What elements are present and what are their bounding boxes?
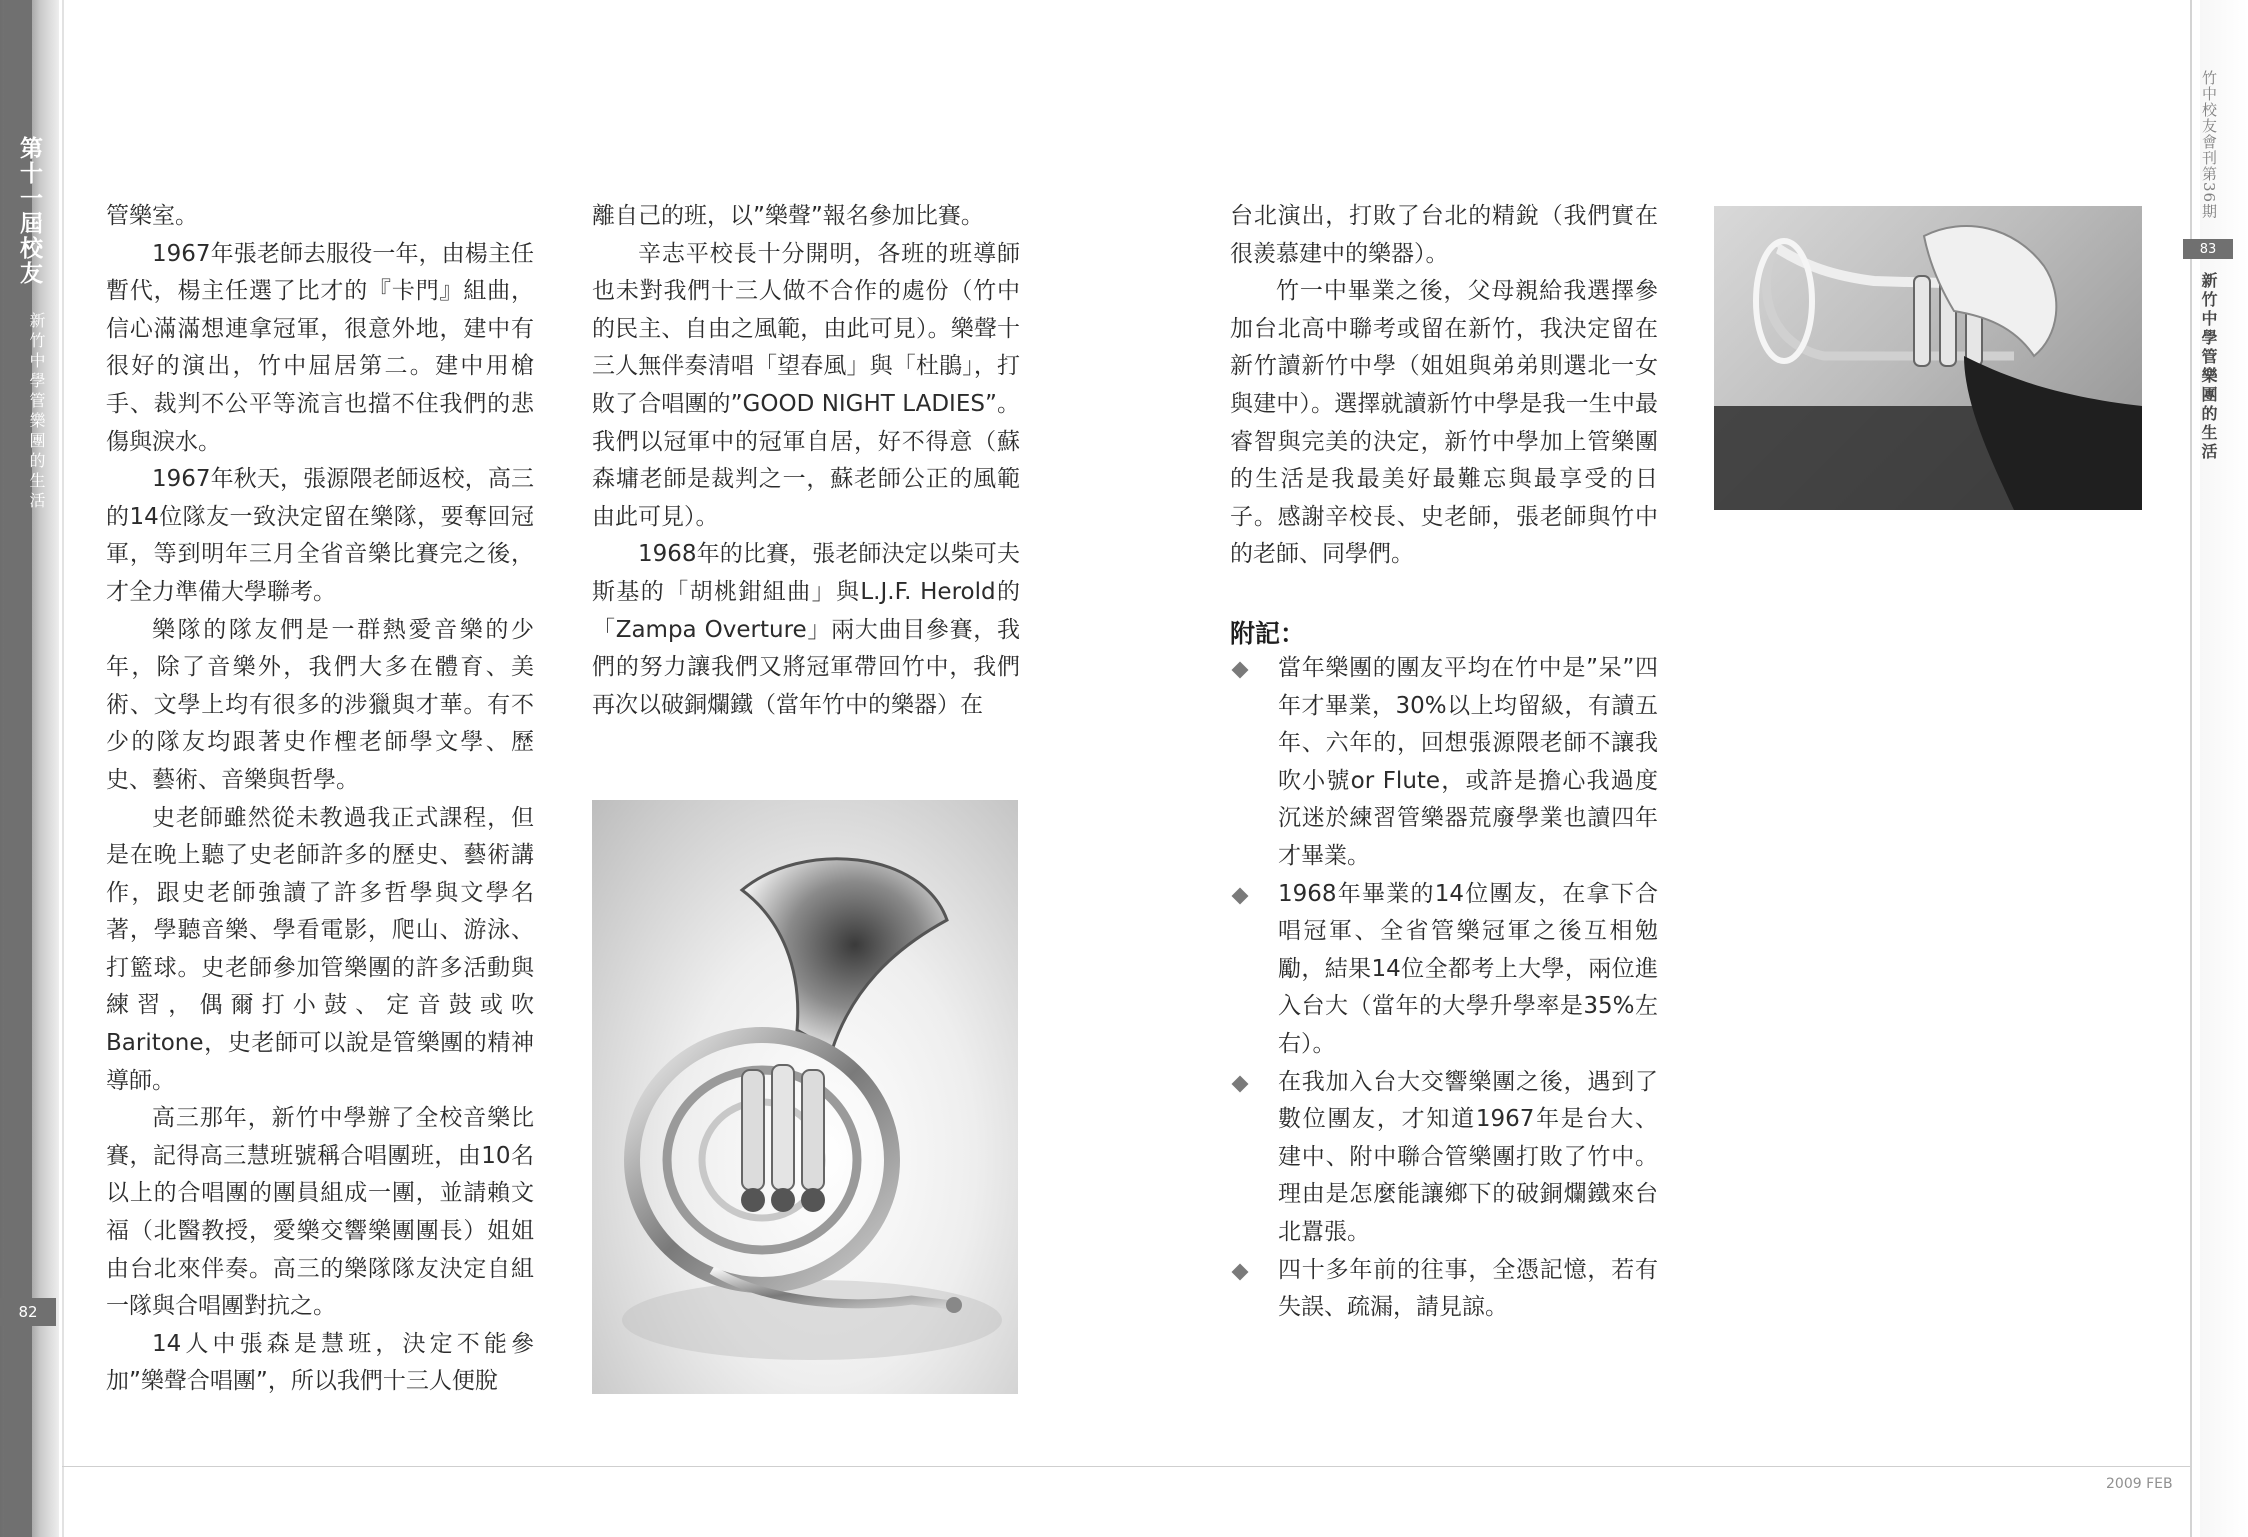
text-column-3	[1230, 198, 1658, 574]
right-vertical-title: 竹中校友會刊第36期	[2200, 70, 2218, 220]
list-item-text: 1968年畢業的14位團友，在拿下合唱冠軍、全省管樂冠軍之後互相勉勵，結果14位全都考上大學，兩位進入台大（當年的大學升學率是35%左右）。	[1278, 880, 1658, 1057]
right-page-number: 83	[2183, 239, 2233, 259]
list-item	[1230, 1252, 1658, 1327]
diamond-bullet-icon	[1232, 1263, 1249, 1280]
french-horn-illustration	[592, 800, 1018, 1394]
diamond-bullet-icon	[1232, 1075, 1249, 1092]
trumpet-hand-photo	[1714, 206, 2142, 510]
left-vertical-title: 第十一屆校友	[16, 136, 43, 286]
text-column-1	[106, 198, 534, 1401]
appendix-list	[1230, 650, 1658, 1327]
footer-date: 2009 FEB	[2106, 1476, 2173, 1492]
paragraph: 樂隊的隊友們是一群熱愛音樂的少年，除了音樂外，我們大多在體育、美術、文學上均有很多的涉獵與才華。有不少的隊友均跟著史作檉老師學文學、歷史、藝術、音樂與哲學。	[106, 616, 534, 793]
right-sidebar-band	[2200, 0, 2248, 1537]
paragraph: 14人中張森是慧班，決定不能參加”樂聲合唱團”，所以我們十三人便脫	[106, 1330, 534, 1395]
paragraph: 離自己的班，以”樂聲”報名參加比賽。	[592, 203, 984, 229]
french-horn-photo	[592, 800, 1018, 1394]
paragraph: 高三那年，新竹中學辦了全校音樂比賽，記得高三慧班號稱合唱團班，由10名以上的合唱團的團員組成一團，並請賴文福（北醫教授，愛樂交響樂團團長）姐姐由台北來伴奏。高三的樂隊隊友決定自組一隊與合唱團對抗之。	[106, 1105, 534, 1320]
list-item	[1230, 650, 1658, 876]
list-item	[1230, 1064, 1658, 1252]
paragraph: 辛志平校長十分開明，各班的班導師也未對我們十三人做不合作的處份（竹中的民主、自由之風範，由此可見）。樂聲十三人無伴奏清唱「望春風」與「杜鵑」，打敗了合唱團的”GOOD NIGHT LADIES”。我們以冠軍中的冠軍自居，好不得意（蘇森墉老師是裁判之一，蘇老師公正的風範由此可見）。	[592, 240, 1020, 530]
left-vertical-subtitle: 新竹中學管樂團的生活	[27, 312, 46, 512]
diamond-bullet-icon	[1232, 887, 1249, 904]
left-page-number: 82	[0, 1298, 56, 1326]
appendix-title: 附記：	[1230, 619, 1306, 648]
paragraph: 1967年秋天，張源隈老師返校，高三的14位隊友一致決定留在樂隊，要奪回冠軍，等到明年三月全省音樂比賽完之後，才全力準備大學聯考。	[106, 466, 534, 605]
paragraph: 1968年的比賽，張老師決定以柴可夫斯基的「胡桃鉗組曲」與L.J.F. Herold的「Zampa Overture」兩大曲目參賽，我們的努力讓我們又將冠軍帶回竹中，我們再次以破銅爛鐵（當年竹中的樂器）在	[592, 541, 1020, 718]
text-column-2	[592, 198, 1020, 724]
list-item-text: 四十多年前的往事，全憑記憶，若有失誤、疏漏，請見諒。	[1278, 1256, 1658, 1321]
paragraph: 1967年張老師去服役一年，由楊主任暫代，楊主任選了比才的『卡門』組曲，信心滿滿想連拿冠軍，很意外地，建中有很好的演出，竹中屈居第二。建中用槍手、裁判不公平等流言也擋不住我們的悲傷與淚水。	[106, 240, 534, 455]
paragraph: 史老師雖然從未教過我正式課程，但是在晚上聽了史老師許多的歷史、藝術講作，跟史老師強讀了許多哲學與文學名著，學聽音樂、學看電影，爬山、游泳、打籃球。史老師參加管樂團的許多活動與練習，偶爾打小鼓、定音鼓或吹Baritone，史老師可以說是管樂團的精神導師。	[106, 804, 534, 1094]
left-divider	[62, 0, 64, 1537]
list-item-text: 當年樂團的團友平均在竹中是”呆”四年才畢業，30%以上均留級，有讀五年、六年的，回想張源隈老師不讓我吹小號or Flute，或許是擔心我過度沉迷於練習管樂器荒廢學業也讀四年才畢業。	[1278, 655, 1658, 869]
right-vertical-subtitle: 新竹中學管樂團的生活	[2199, 272, 2218, 462]
list-item-text: 在我加入台大交響樂團之後，遇到了數位團友，才知道1967年是台大、建中、附中聯合管樂團打敗了竹中。理由是怎麼能讓鄉下的破銅爛鐵來台北囂張。	[1278, 1068, 1658, 1245]
paragraph: 管樂室。	[106, 203, 198, 229]
right-divider	[2190, 0, 2192, 1537]
diamond-bullet-icon	[1232, 662, 1249, 679]
list-item	[1230, 876, 1658, 1064]
paragraph: 竹一中畢業之後，父母親給我選擇參加台北高中聯考或留在新竹，我決定留在新竹讀新竹中學（姐姐與弟弟則選北一女與建中）。選擇就讀新竹中學是我一生中最睿智與完美的決定，新竹中學加上管樂團的生活是我最美好最難忘與最享受的日子。感謝辛校長、史老師，張老師與竹中的老師、同學們。	[1230, 278, 1658, 568]
footer-rule	[62, 1466, 2190, 1467]
trumpet-illustration	[1714, 206, 2142, 510]
paragraph: 台北演出，打敗了台北的精銳（我們實在很羨慕建中的樂器）。	[1230, 203, 1658, 267]
